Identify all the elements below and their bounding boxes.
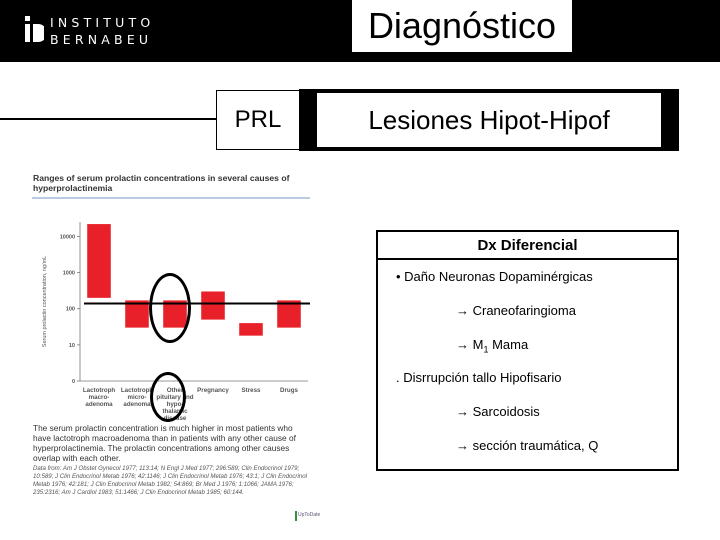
uptodate-watermark: UpToDate: [298, 512, 321, 518]
dx-line-5: → Sarcoidosis: [456, 404, 540, 419]
y-tick-label: 10000: [59, 234, 75, 241]
annotation-oval-upper: [149, 273, 191, 343]
annotation-oval-lower: [150, 372, 186, 422]
prl-box: [216, 90, 300, 150]
logo-mark-icon: [24, 16, 44, 44]
chart-title: Ranges of serum prolactin concentrations in several causes of hyperprolactinemia: [33, 173, 290, 193]
y-tick-label: 100: [65, 306, 75, 313]
dx-line-3-tail: Mama: [488, 337, 529, 352]
horizontal-rule: [0, 118, 216, 120]
dx-line-6: → sección traumática, Q: [456, 438, 599, 453]
y-axis-label: Serum prolactin concentration, ng/mL: [42, 255, 48, 348]
chart-title-rule: [32, 197, 310, 199]
dx-body: [378, 260, 677, 469]
slide-title: Diagnóstico: [367, 5, 557, 46]
slide-title-box: [352, 0, 572, 52]
logo-line-2: BERNABEU: [50, 32, 153, 47]
range-bar: [201, 291, 225, 319]
chart-figure: [30, 170, 321, 532]
range-bar: [277, 300, 301, 327]
range-bar: [239, 323, 263, 336]
y-tick-label: 0: [71, 379, 75, 385]
range-bar: [125, 300, 149, 327]
chart-caption: The serum prolactin concentration is much higher in most patients who have lactotroph macroadenoma than in patients with any other cause of hyperprolactinemia. The prolactin concentrations among other causes overlap with each other.: [33, 423, 296, 463]
y-tick-label: 1000: [62, 270, 75, 277]
dx-line-2: → Craneofaringioma: [456, 303, 576, 318]
lesion-inner: [317, 93, 661, 147]
lesion-box: [299, 89, 679, 151]
dx-line-1: • Daño Neuronas Dopaminérgicas: [396, 269, 593, 284]
top-bar: [0, 0, 720, 62]
dx-line-3-main: → M: [456, 337, 484, 352]
category-label: Lactotroph macro- adenoma: [82, 387, 116, 408]
logo: [24, 14, 164, 48]
dx-panel: [376, 230, 679, 471]
category-label: Stress: [241, 387, 261, 394]
chart-references: Data from: Am J Obstet Gynecol 1977; 113:14; N Engl J Med 1977; 296:589; Clin Endocrinol 1979; 10:589; J Clin Endocrinol Metab 1976; 42:1146; J Clin Endocrinol Metab 1976; 43:1; J Clin Endocrinol Metab 1976; 42:181; J Clin Endocrinol Metab 1982; 54:869; Br Med J 1976; 1:1066; JAMA 1976; 235:2316; Am J Cardiol 1983; 51:1466; J Clin Endocrinol Metab 1985; 60:144.: [33, 465, 307, 496]
category-label: Lactotroph micro- adenoma: [120, 387, 154, 408]
dx-line-3: [456, 337, 528, 355]
category-label: Pregnancy: [197, 387, 229, 394]
dx-header: [378, 232, 677, 258]
range-bar: [87, 224, 111, 298]
dx-line-4: . Disrrupción tallo Hipofisario: [396, 370, 562, 385]
lesion-label: Lesiones Hipot-Hipof: [368, 104, 610, 135]
prl-label: PRL: [234, 106, 282, 133]
y-tick-label: 10: [68, 342, 75, 349]
category-label: Other pituitary and hypo- thalamic disease: [156, 387, 194, 422]
logo-line-1: INSTITUTO: [50, 15, 155, 30]
dx-line-3-sub: 1: [483, 344, 489, 355]
category-label: Drugs: [280, 387, 298, 394]
dx-header-label: Dx Diferencial: [477, 236, 578, 254]
